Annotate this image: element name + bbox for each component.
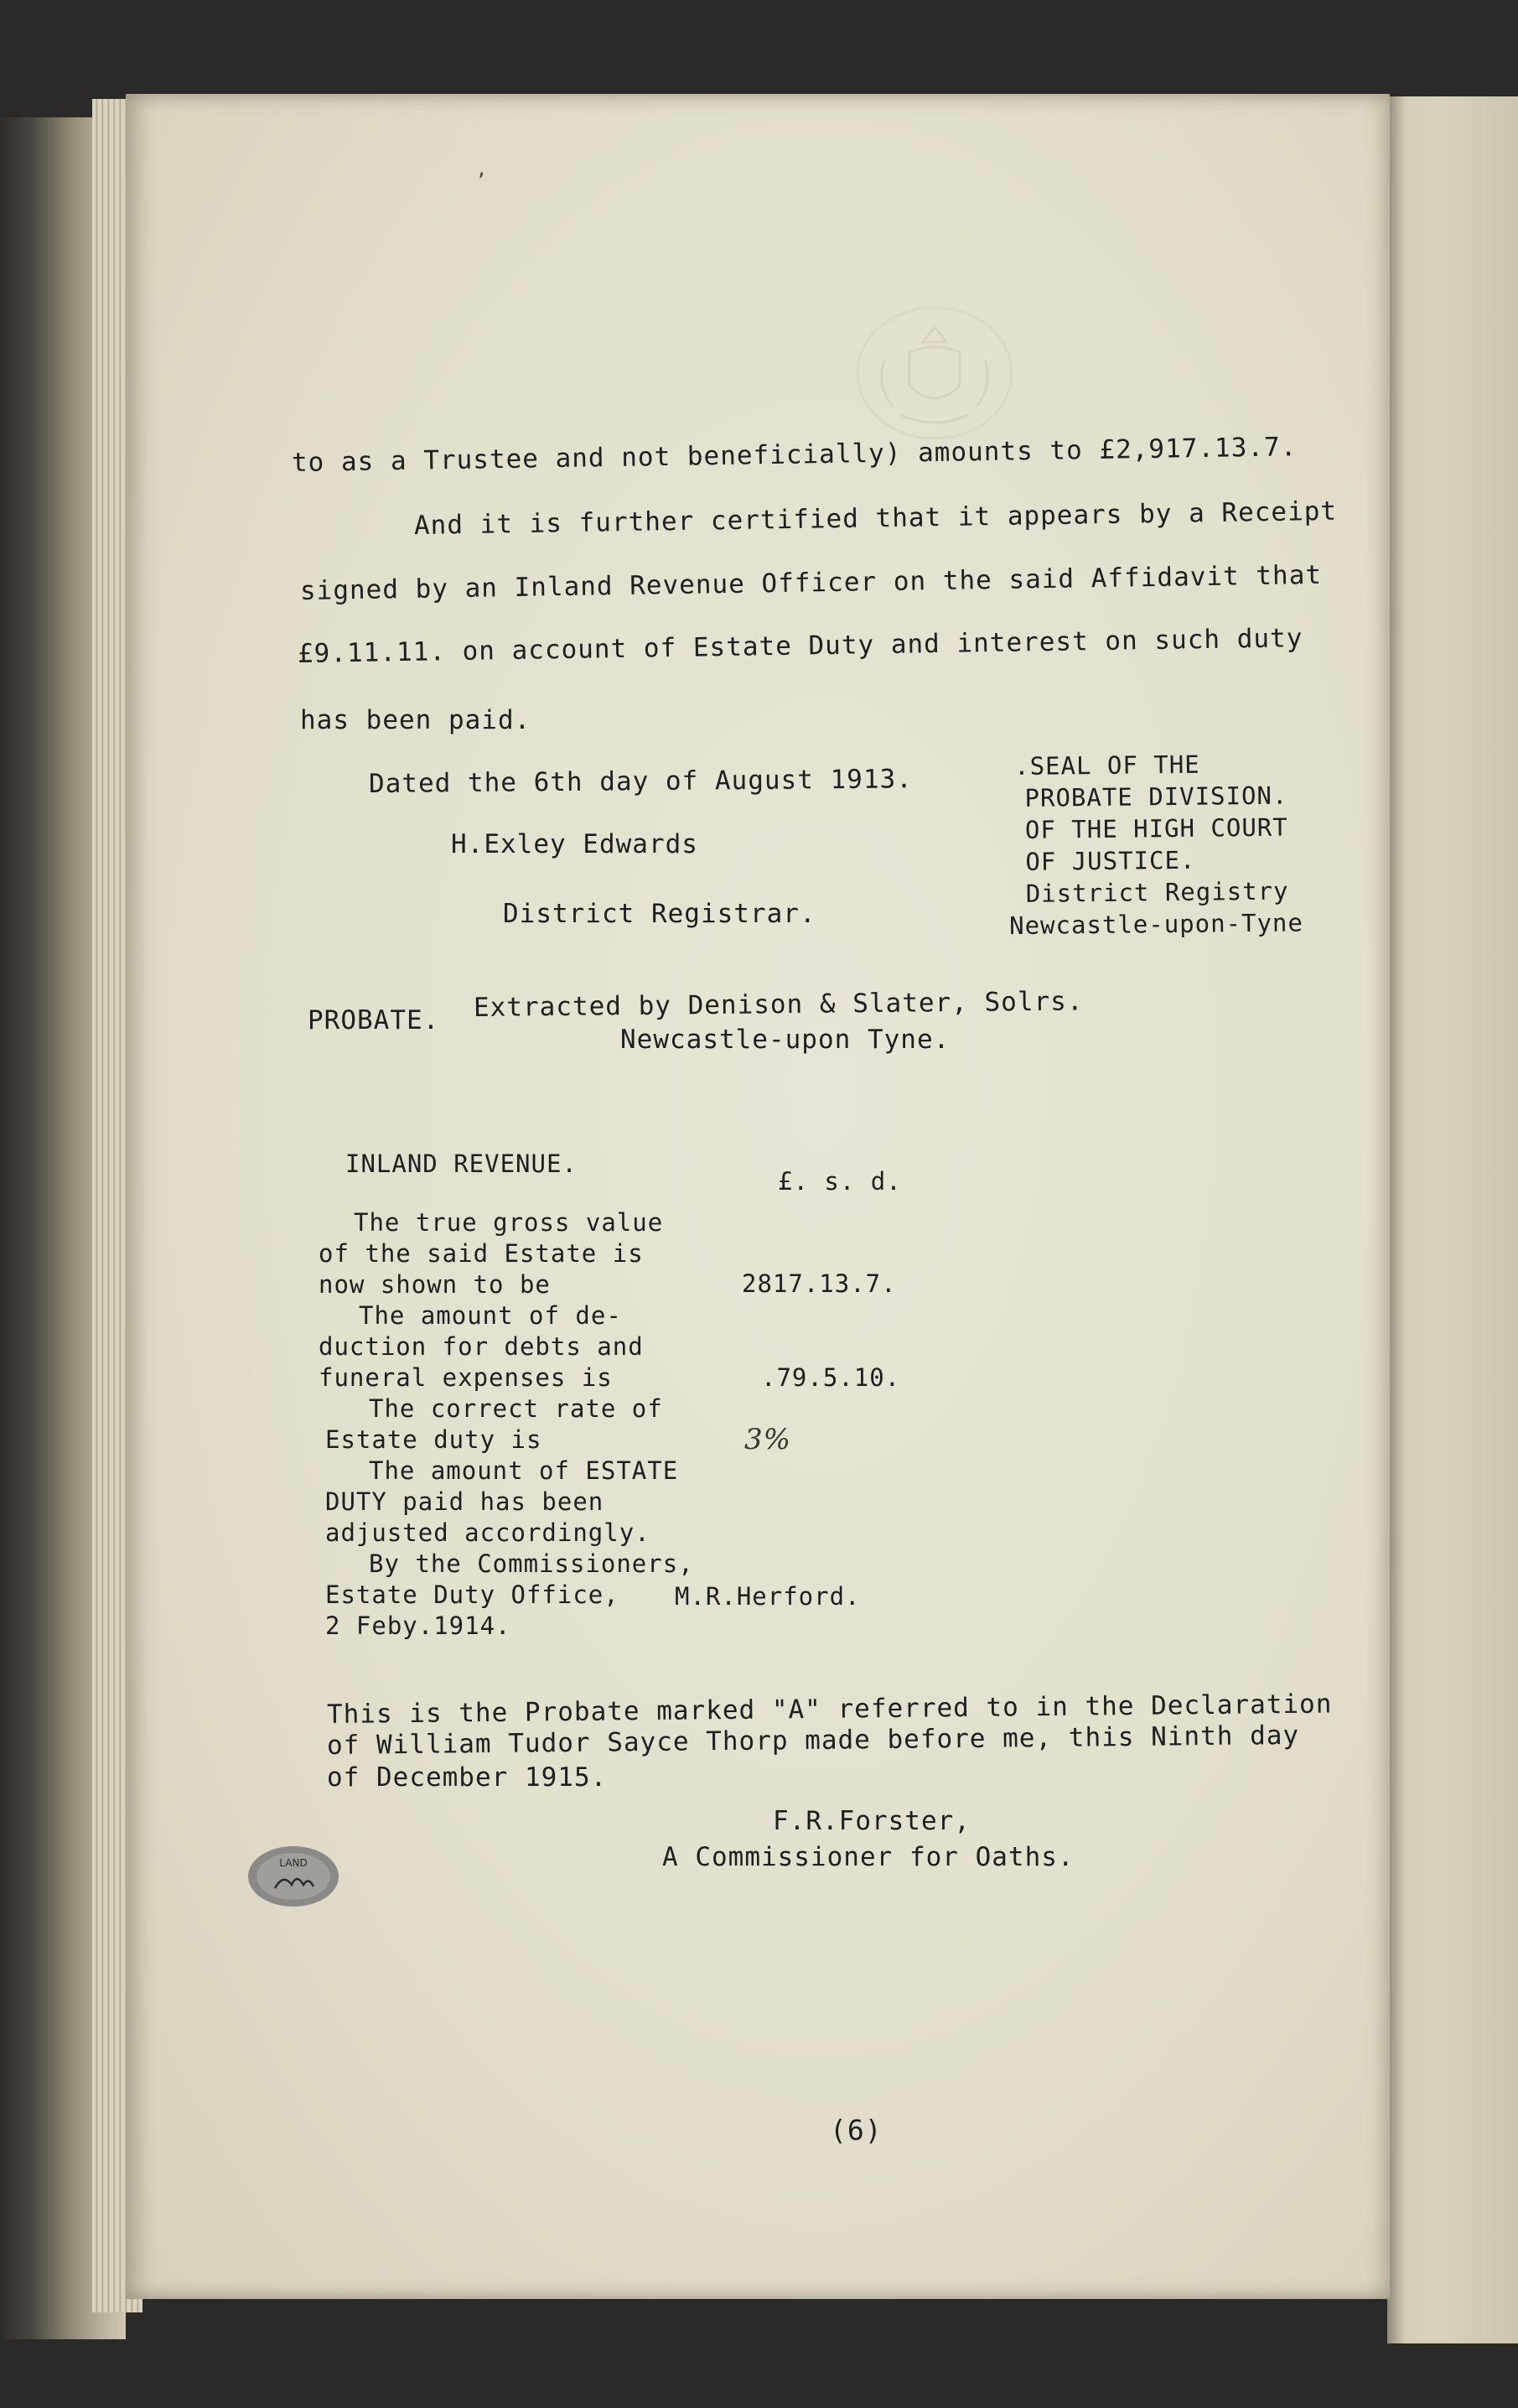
- seal-line: .SEAL OF THE: [1013, 750, 1200, 781]
- body-line-1: to as a Trustee and not beneficially) amounts to £2,917.13.7.: [291, 432, 1298, 478]
- seal-line: District Registry: [1025, 876, 1289, 908]
- revenue-line: 2 Feby.1914.: [325, 1611, 511, 1640]
- land-registry-stamp-icon: [243, 1838, 344, 1913]
- revenue-line: Estate Duty Office,: [325, 1580, 619, 1609]
- commissioner-role: A Commissioner for Oaths.: [662, 1842, 1075, 1872]
- seal-line: Newcastle-upon-Tyne: [1008, 908, 1304, 941]
- commissioner-signature: M.R.Herford.: [675, 1582, 861, 1611]
- embossed-crest-icon: [851, 302, 1018, 444]
- stray-mark: ,: [476, 159, 489, 180]
- extracted-by: Extracted by Denison & Slater, Solrs.: [473, 986, 1084, 1023]
- page-number: (6): [830, 2114, 883, 2146]
- revenue-line: adjusted accordingly.: [325, 1518, 650, 1547]
- duty-rate: 3%: [744, 1423, 791, 1456]
- extracted-location: Newcastle-upon Tyne.: [620, 1025, 951, 1055]
- body-line-4: £9.11.11. on account of Estate Duty and interest on such duty: [297, 623, 1303, 669]
- revenue-line: duction for debts and: [319, 1332, 644, 1361]
- document-page: [126, 94, 1390, 2299]
- dated-line: Dated the 6th day of August 1913.: [368, 764, 914, 799]
- seal-line: OF JUSTICE.: [1025, 845, 1196, 876]
- body-line-5: has been paid.: [300, 705, 531, 735]
- facing-page-right: [1387, 96, 1518, 2343]
- declaration-line-2: of William Tudor Sayce Thorp made before me, this Ninth day: [326, 1720, 1300, 1761]
- seal-line: OF THE HIGH COURT: [1024, 812, 1288, 844]
- declaration-line-3: of December 1915.: [327, 1762, 608, 1793]
- seal-line: PROBATE DIVISION.: [1024, 781, 1288, 812]
- probate-label: PROBATE.: [308, 1005, 440, 1035]
- revenue-line: The amount of ESTATE: [369, 1456, 679, 1485]
- revenue-line: The amount of de-: [359, 1301, 622, 1330]
- revenue-line: DUTY paid has been: [325, 1487, 604, 1516]
- svg-text:LAND: LAND: [279, 1857, 308, 1869]
- revenue-line: now shown to be: [319, 1270, 551, 1299]
- inland-revenue-heading: INLAND REVENUE.: [345, 1150, 578, 1178]
- deduction-amount: .79.5.10.: [761, 1363, 901, 1392]
- gross-value-amount: 2817.13.7.: [742, 1269, 897, 1298]
- registrar-signature: H.Exley Edwards: [451, 829, 698, 859]
- commissioner-name: F.R.Forster,: [773, 1806, 971, 1836]
- body-line-3: signed by an Inland Revenue Officer on the said Affidavit that: [299, 559, 1323, 606]
- revenue-line: funeral expenses is: [319, 1363, 613, 1392]
- revenue-line: The correct rate of: [369, 1394, 663, 1423]
- revenue-line: of the said Estate is: [319, 1239, 644, 1268]
- revenue-line: Estate duty is: [325, 1425, 542, 1454]
- declaration-line-1: This is the Probate marked "A" referred to in the Declaration: [326, 1689, 1333, 1730]
- currency-header: £. s. d.: [778, 1167, 902, 1196]
- revenue-line: By the Commissioners,: [369, 1549, 694, 1578]
- body-line-2: And it is further certified that it appears by a Receipt: [413, 496, 1338, 541]
- revenue-line: The true gross value: [354, 1208, 664, 1237]
- registrar-title: District Registrar.: [503, 899, 816, 929]
